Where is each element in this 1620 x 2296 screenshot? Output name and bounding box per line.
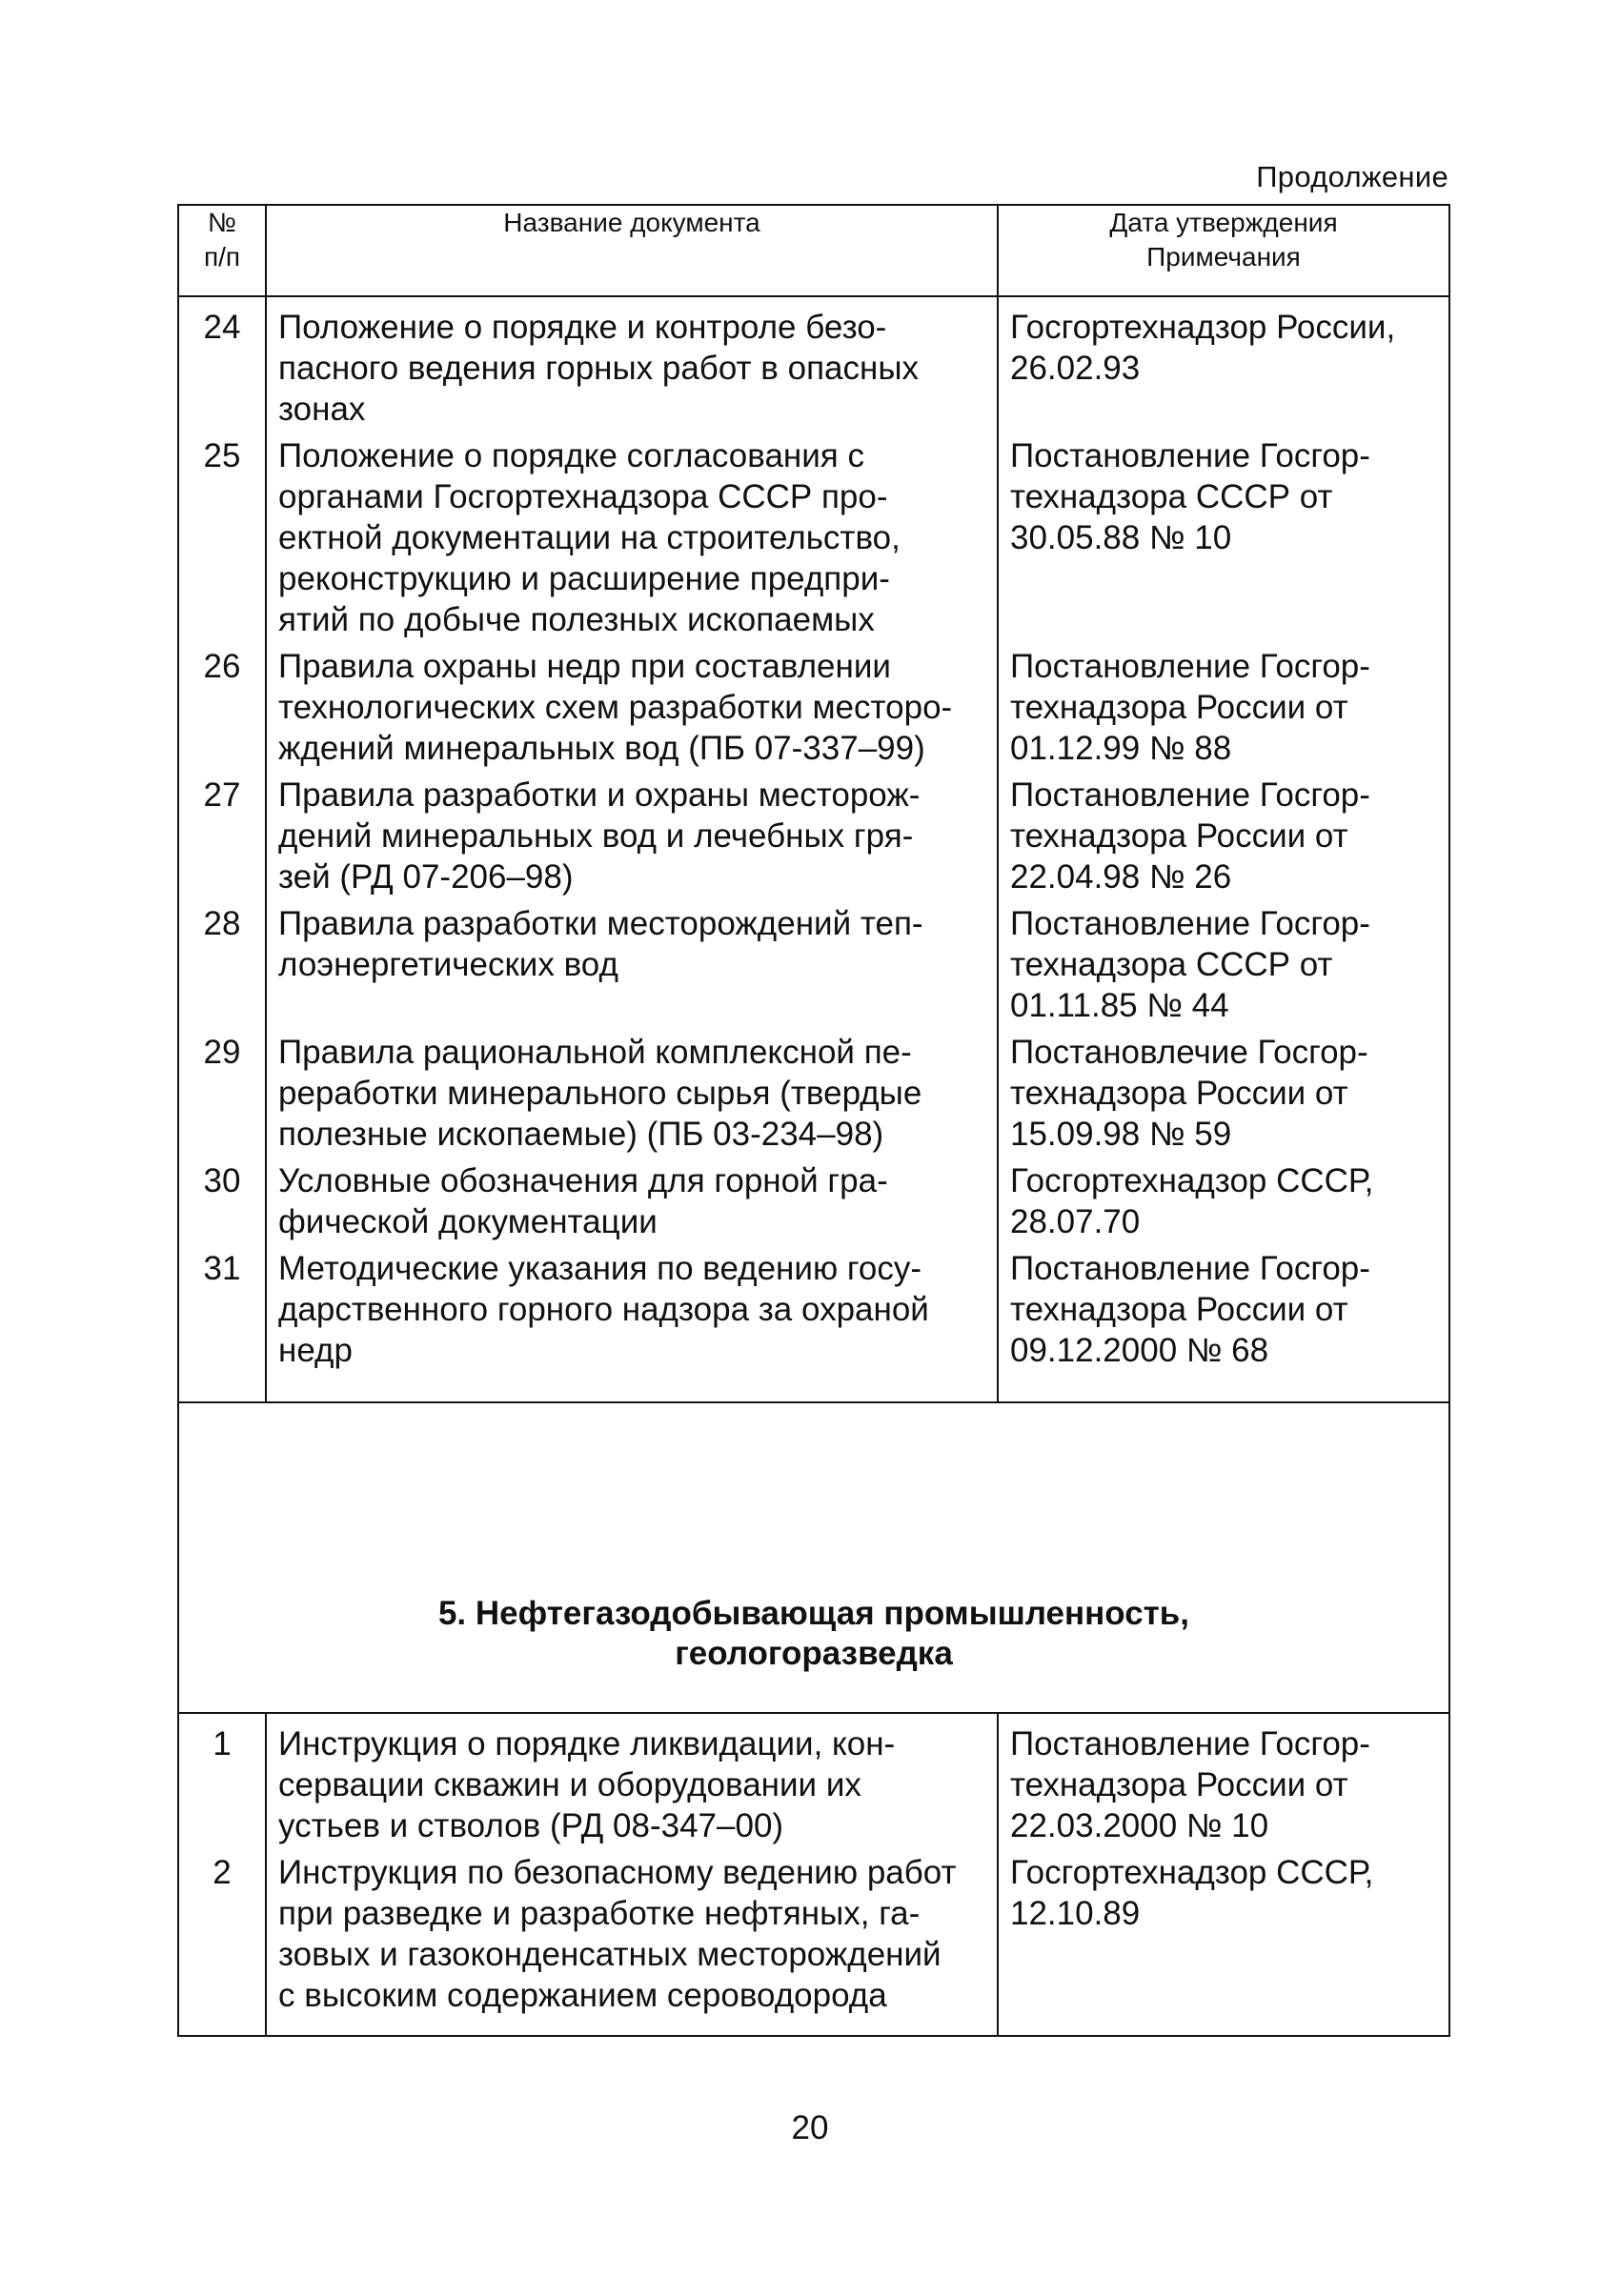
approval-info: Госгортехнадзор СССР, 28.07.70 — [998, 1160, 1449, 1248]
table-row — [178, 1160, 1449, 1248]
approval-info: Постановление Госгор- технадзора России от 22.03.2000 № 10 — [998, 1713, 1449, 1852]
approval-info: Постановлечие Госгор- технадзора России от 15.09.98 № 59 — [998, 1032, 1449, 1160]
row-number: 31 — [178, 1248, 266, 1377]
table-row — [178, 903, 1449, 1032]
document-name: Инструкция по безопасному ведению работ при разведке и разработке нефтяных, га- зовых и газоконденсатных месторождений с высоким содержанием сероводорода — [266, 1852, 998, 2036]
row-number: 2 — [178, 1852, 266, 2036]
table-row — [178, 1852, 1449, 2036]
table-row — [178, 435, 1449, 646]
approval-info: Постановление Госгор- технадзора России от 22.04.98 № 26 — [998, 775, 1449, 903]
document-name: Правила разработки и охраны месторож- дений минеральных вод и лечебных гря- зей (РД 07-206–98) — [266, 775, 998, 903]
table-row — [178, 296, 1449, 435]
table-row — [178, 1032, 1449, 1160]
document-name: Правила охраны недр при составлении технологических схем разработки месторо- ждений минеральных вод (ПБ 07-337–99) — [266, 646, 998, 775]
row-number: 29 — [178, 1032, 266, 1160]
row-number: 24 — [178, 296, 266, 435]
table-row — [178, 775, 1449, 903]
continuation-label: Продолжение — [1256, 160, 1448, 193]
header-document-name: Название документа — [266, 205, 998, 296]
row-number: 28 — [178, 903, 266, 1032]
section-header-row — [178, 1402, 1449, 1713]
header-approval-date: Дата утверждения Примечания — [998, 205, 1449, 296]
document-name: Положение о порядке и контроле безо- пасного ведения горных работ в опасных зонах — [266, 296, 998, 435]
document-name: Правила рациональной комплексной пе- реработки минерального сырья (твердые полезные ископаемые) (ПБ 03-234–98) — [266, 1032, 998, 1160]
table-header-row — [178, 205, 1449, 296]
document-name: Условные обозначения для горной гра- фической документации — [266, 1160, 998, 1248]
table-row — [178, 1713, 1449, 1852]
approval-info: Госгортехнадзор России, 26.02.93 — [998, 296, 1449, 435]
approval-info: Постановление Госгор- технадзора России от 09.12.2000 № 68 — [998, 1248, 1449, 1377]
row-number: 27 — [178, 775, 266, 903]
table-row — [178, 646, 1449, 775]
row-number: 26 — [178, 646, 266, 775]
row-number: 30 — [178, 1160, 266, 1248]
document-name: Методические указания по ведению госу- дарственного горного надзора за охраной недр — [266, 1248, 998, 1377]
table-spacer — [178, 1377, 1449, 1402]
document-name: Положение о порядке согласования с органами Госгортехнадзора СССР про- ектной документации на строительство, реконструкцию и расширение предпри- ятий по добыче полезных ископаемых — [266, 435, 998, 646]
approval-info: Постановление Госгор- технадзора СССР от 30.05.88 № 10 — [998, 435, 1449, 646]
row-number: 1 — [178, 1713, 266, 1852]
document-name: Инструкция о порядке ликвидации, кон- сервации скважин и оборудовании их устьев и стволов (РД 08-347–00) — [266, 1713, 998, 1852]
approval-info: Госгортехнадзор СССР, 12.10.89 — [998, 1852, 1449, 2036]
documents-table — [177, 204, 1450, 2037]
section-title: 5. Нефтегазодобывающая промышленность, геологоразведка — [178, 1402, 1449, 1713]
table-row — [178, 1248, 1449, 1377]
approval-info: Постановление Госгор- технадзора СССР от 01.11.85 № 44 — [998, 903, 1449, 1032]
row-number: 25 — [178, 435, 266, 646]
document-name: Правила разработки месторождений теп- лоэнергетических вод — [266, 903, 998, 1032]
page-number: 20 — [791, 2109, 829, 2146]
header-number: № п/п — [178, 205, 266, 296]
approval-info: Постановление Госгор- технадзора России от 01.12.99 № 88 — [998, 646, 1449, 775]
